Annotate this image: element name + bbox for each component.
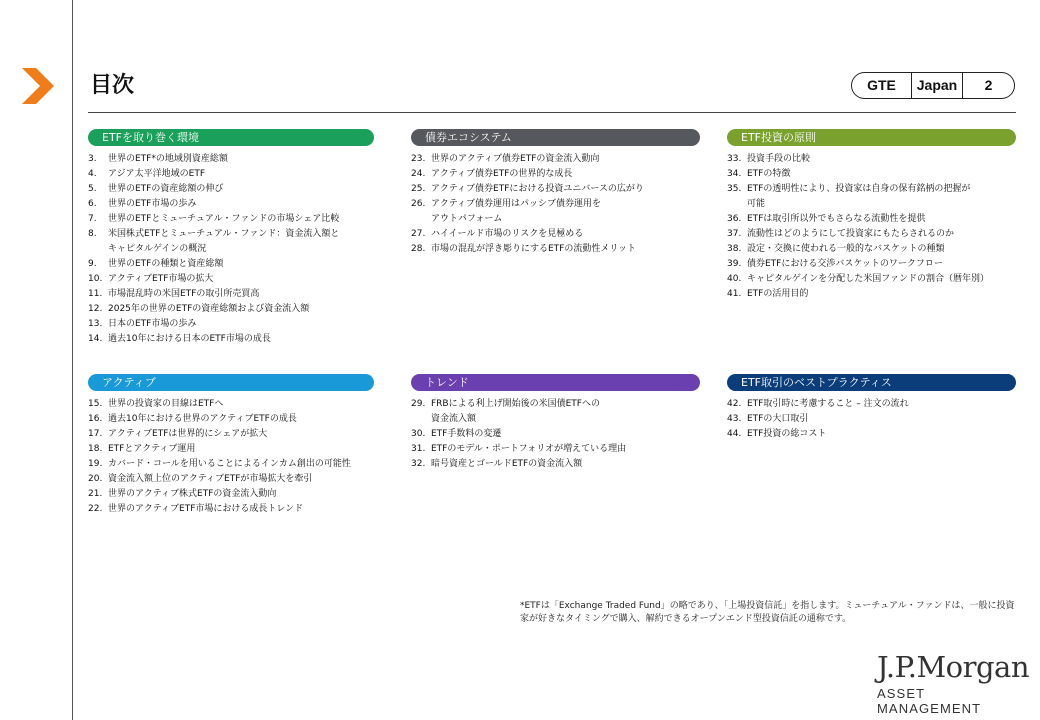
toc-item[interactable] (411, 397, 700, 427)
toc-item-number: 5. (88, 184, 97, 194)
toc-item[interactable] (88, 332, 374, 347)
toc-item-label: ETFの大口取引 (747, 414, 809, 424)
toc-item[interactable] (88, 457, 374, 472)
toc-item[interactable] (88, 257, 374, 272)
toc-item-number: 28. (411, 244, 426, 254)
page-tag (851, 72, 1015, 99)
page-number: 2 (984, 77, 993, 93)
toc-item[interactable] (88, 227, 374, 257)
chevron-right-icon (20, 66, 56, 106)
toc-item[interactable] (727, 272, 1016, 287)
toc-item-number: 36. (727, 214, 742, 224)
toc-item-label: 債券ETFにおける交渉バスケットのワークフロー (747, 259, 943, 269)
toc-item-label: 世界のETFとミューチュアル・ファンドの市場シェア比較 (108, 214, 340, 224)
toc-item-number: 22. (88, 504, 103, 514)
toc-item[interactable] (411, 227, 700, 242)
toc-item[interactable] (727, 397, 1016, 412)
toc-item-label: 資金流入額上位のアクティブETFが市場拡大を牽引 (108, 474, 313, 484)
toc-section (727, 374, 1016, 442)
toc-item[interactable] (411, 442, 700, 457)
toc-item[interactable] (88, 442, 374, 457)
toc-item-label: カバード・コールを用いることによるインカム創出の可能性 (108, 459, 351, 469)
toc-item-number: 15. (88, 399, 103, 409)
toc-item-label: 世界のETFの資産総額の伸び (108, 184, 224, 194)
toc-item[interactable] (727, 227, 1016, 242)
toc-item-number: 10. (88, 274, 103, 284)
toc-item-number: 13. (88, 319, 103, 329)
toc-item[interactable] (88, 412, 374, 427)
toc-item-label: 世界のETFの種類と資産総額 (108, 259, 224, 269)
toc-item-number: 17. (88, 429, 103, 439)
left-divider-line (72, 0, 73, 720)
toc-item-number: 11. (88, 289, 103, 299)
toc-item-label: ETF取引時に考慮すること – 注文の流れ (747, 399, 909, 409)
toc-item[interactable] (411, 152, 700, 167)
toc-item-number: 18. (88, 444, 103, 454)
toc-item-label: ETFは取引所以外でもさらなる流動性を提供 (747, 214, 926, 224)
toc-item-label: 過去10年における日本のETF市場の成長 (108, 334, 271, 344)
footnote: *ETFは「Exchange Traded Fund」の略であり、「上場投資信託」を指します。ミューチュアル・ファンドは、一般に投資家が好きなタイミングで購入、解約できるオープンエンド型投資信託の通称です。 (520, 601, 1015, 624)
toc-section (727, 129, 1016, 302)
toc-item-number: 43. (727, 414, 742, 424)
toc-section (88, 129, 374, 347)
toc-item[interactable] (727, 182, 1016, 212)
toc-item-label: 暗号資産とゴールドETFの資金流入額 (431, 459, 583, 469)
toc-item[interactable] (411, 197, 700, 227)
toc-item-label: 米国株式ETFとミューチュアル・ファンド：資金流入額と キャピタルゲインの概況 (108, 229, 340, 254)
toc-item[interactable] (88, 427, 374, 442)
toc-item-number: 30. (411, 429, 426, 439)
toc-item-label: 流動性はどのようにして投資家にもたらされるのか (747, 229, 955, 239)
section-heading: ETFを取り巻く環境 (88, 129, 374, 146)
toc-item-number: 21. (88, 489, 103, 499)
toc-item-label: 世界の投資家の目線はETFへ (108, 399, 224, 409)
toc-item[interactable] (88, 167, 374, 182)
toc-section (88, 374, 374, 517)
toc-item-label: FRBによる利上げ開始後の米国債ETFへの 資金流入額 (431, 399, 600, 424)
toc-item-number: 6. (88, 199, 97, 209)
toc-item[interactable] (727, 287, 1016, 302)
toc-item[interactable] (411, 427, 700, 442)
toc-item-number: 16. (88, 414, 103, 424)
logo-subtitle: ASSET MANAGEMENT (877, 686, 982, 716)
toc-item-number: 40. (727, 274, 742, 284)
toc-item[interactable] (88, 287, 374, 302)
toc-item-number: 33. (727, 154, 742, 164)
toc-list (411, 152, 700, 257)
toc-item[interactable] (88, 487, 374, 502)
toc-item[interactable] (88, 397, 374, 412)
toc-list (88, 152, 374, 347)
toc-item-label: アクティブETFは世界的にシェアが拡大 (108, 429, 268, 439)
logo-wordmark: J.P.Morgan (877, 650, 1029, 684)
toc-item[interactable] (88, 472, 374, 487)
toc-item-number: 29. (411, 399, 426, 409)
toc-item[interactable] (411, 182, 700, 197)
toc-item-label: 世界のETF*の地域別資産総額 (108, 154, 228, 164)
tag-region: Japan (912, 73, 963, 98)
toc-item-number: 35. (727, 184, 742, 194)
toc-item-label: ETFの活用目的 (747, 289, 809, 299)
toc-item[interactable] (88, 152, 374, 167)
toc-item-label: 設定・交換に使われる一般的なバスケットの種類 (747, 244, 945, 254)
toc-item-label: 日本のETF市場の歩み (108, 319, 197, 329)
toc-item-label: ETFの透明性により、投資家は自身の保有銘柄の把握が 可能 (747, 184, 971, 209)
toc-item[interactable] (727, 212, 1016, 227)
toc-item-number: 25. (411, 184, 426, 194)
toc-item-label: ETFとアクティブ運用 (108, 444, 196, 454)
toc-item[interactable] (727, 412, 1016, 427)
toc-item-label: ETF手数料の変遷 (431, 429, 502, 439)
toc-item[interactable] (88, 317, 374, 332)
toc-item-number: 9. (88, 259, 97, 269)
toc-item[interactable] (88, 502, 374, 517)
toc-item[interactable] (88, 302, 374, 317)
toc-item-label: ETF投資の総コスト (747, 429, 827, 439)
toc-item-label: アクティブ債券ETFにおける投資ユニバースの広がり (431, 184, 644, 194)
tag-gte: GTE (852, 73, 912, 98)
toc-item-label: アクティブ債券運用はパッシブ債券運用を アウトパフォーム (431, 199, 602, 224)
toc-item-number: 12. (88, 304, 103, 314)
toc-item-label: 2025年の世界のETFの資産総額および資金流入額 (108, 304, 310, 314)
section-heading: 債券エコシステム (411, 129, 700, 146)
toc-item-number: 24. (411, 169, 426, 179)
toc-item-number: 20. (88, 474, 103, 484)
section-heading: アクティブ (88, 374, 374, 391)
toc-item-label: ETFのモデル・ポートフォリオが増えている理由 (431, 444, 627, 454)
toc-item-label: アジア太平洋地域のETF (108, 169, 206, 179)
toc-item-number: 27. (411, 229, 426, 239)
toc-item[interactable] (88, 182, 374, 197)
toc-item[interactable] (411, 457, 700, 472)
toc-item[interactable] (411, 242, 700, 257)
toc-item-number: 32. (411, 459, 426, 469)
title-rule (88, 112, 1016, 113)
toc-item-number: 34. (727, 169, 742, 179)
toc-list (411, 397, 700, 472)
toc-item-number: 4. (88, 169, 97, 179)
toc-item-label: 投資手段の比較 (747, 154, 811, 164)
toc-list (88, 397, 374, 517)
toc-list (727, 397, 1016, 442)
toc-item-label: 過去10年における世界のアクティブETFの成長 (108, 414, 297, 424)
toc-item-number: 7. (88, 214, 97, 224)
section-heading: ETF投資の原則 (727, 129, 1016, 146)
toc-item[interactable] (88, 272, 374, 287)
toc-item-number: 37. (727, 229, 742, 239)
toc-item[interactable] (727, 167, 1016, 182)
toc-item-number: 3. (88, 154, 97, 164)
toc-item[interactable] (88, 212, 374, 227)
toc-item-number: 14. (88, 334, 103, 344)
toc-section (411, 129, 700, 257)
toc-item-number: 41. (727, 289, 742, 299)
toc-item-number: 19. (88, 459, 103, 469)
toc-item-number: 39. (727, 259, 742, 269)
toc-item-number: 23. (411, 154, 426, 164)
toc-item-label: 世界のアクティブ株式ETFの資金流入動向 (108, 489, 277, 499)
toc-item-number: 42. (727, 399, 742, 409)
toc-item-label: ETFの特徴 (747, 169, 791, 179)
toc-item[interactable] (88, 197, 374, 212)
page-title: 目次 (90, 73, 135, 98)
toc-item-label: 世界のアクティブETF市場における成長トレンド (108, 504, 304, 514)
toc-section (411, 374, 700, 472)
toc-item-number: 38. (727, 244, 742, 254)
toc-list (727, 152, 1016, 302)
toc-item-label: ハイイールド市場のリスクを見極める (431, 229, 584, 239)
toc-item-number: 8. (88, 229, 97, 239)
toc-item-number: 26. (411, 199, 426, 209)
jpmorgan-logo (877, 650, 1029, 716)
section-heading: ETF取引のベストプラクティス (727, 374, 1016, 391)
toc-item-label: 世界のETF市場の歩み (108, 199, 197, 209)
section-heading: トレンド (411, 374, 700, 391)
toc-item-number: 44. (727, 429, 742, 439)
toc-item-label: 市場混乱時の米国ETFの取引所売買高 (108, 289, 260, 299)
toc-item[interactable] (727, 427, 1016, 442)
toc-item[interactable] (411, 167, 700, 182)
toc-item[interactable] (727, 152, 1016, 167)
toc-item[interactable] (727, 242, 1016, 257)
toc-item-number: 31. (411, 444, 426, 454)
toc-item-label: アクティブETF市場の拡大 (108, 274, 214, 284)
toc-item-label: 市場の混乱が浮き彫りにするETFの流動性メリット (431, 244, 637, 254)
toc-item-label: 世界のアクティブ債券ETFの資金流入動向 (431, 154, 600, 164)
toc-item-label: キャピタルゲインを分配した米国ファンドの割合（暦年別） (747, 274, 990, 284)
toc-item[interactable] (727, 257, 1016, 272)
toc-item-label: アクティブ債券ETFの世界的な成長 (431, 169, 573, 179)
